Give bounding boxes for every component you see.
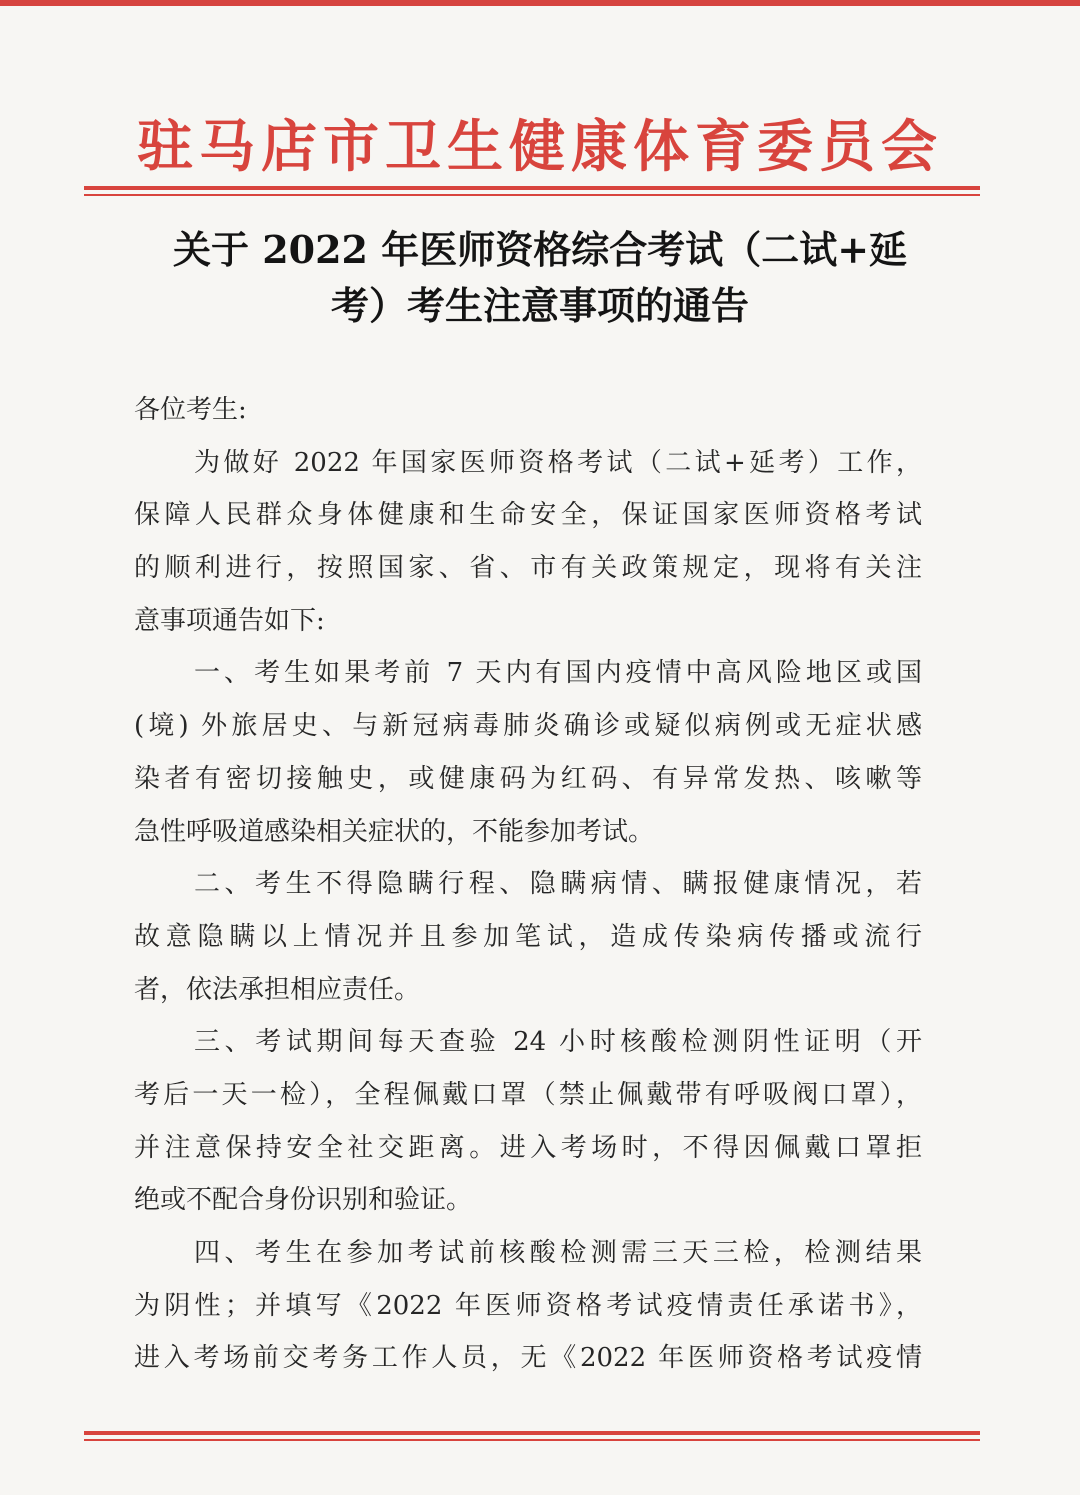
body-line: 保障人民群众身体健康和生命安全，保证国家医师资格考试 — [134, 500, 922, 531]
body-line: 四、考生在参加考试前核酸检测需三天三检，检测结果 — [194, 1238, 922, 1268]
body-line: 的顺利进行，按照国家、省、市有关政策规定，现将有关注 — [134, 553, 922, 584]
body-line: 染者有密切接触史，或健康码为红码、有异常发热、咳嗽等 — [134, 763, 922, 794]
body-line: 考后一天一检），全程佩戴口罩（禁止佩戴带有呼吸阀口罩）， — [134, 1079, 922, 1110]
letterhead-org-name: 驻马店市卫生健康体育委员会 — [137, 115, 943, 180]
body-line: 并注意保持安全社交距离。进入考场时，不得因佩戴口罩拒 — [134, 1132, 922, 1163]
footer-rule-thick — [84, 1431, 980, 1435]
body-line: 三、考试期间每天查验 24 小时核酸检测阴性证明（开 — [194, 1027, 922, 1058]
body-line: 急性呼吸道感染相关症状的，不能参加考试。 — [134, 816, 655, 847]
notice-title-line-1: 关于 2022 年医师资格综合考试（二试+延 — [172, 227, 908, 272]
letterhead-rule-thin — [84, 194, 980, 196]
body-line: 绝或不配合身份识别和验证。 — [134, 1185, 473, 1216]
notice-body — [134, 384, 922, 1385]
notice-title — [100, 222, 980, 334]
footer-rule-thin — [84, 1439, 980, 1441]
body-line: 为阴性；并填写《2022 年医师资格考试疫情责任承诺书》， — [134, 1290, 922, 1321]
body-line: 一、考生如果考前 7 天内有国内疫情中高风险地区或国 — [194, 658, 922, 689]
body-line: 为做好 2022 年国家医师资格考试（二试+延考）工作， — [194, 447, 922, 478]
body-line: 二、考生不得隐瞒行程、隐瞒病情、瞒报健康情况，若 — [194, 869, 922, 900]
body-line: 进入考场前交考务工作人员，无《2022 年医师资格考试疫情 — [134, 1343, 922, 1374]
body-line: 意事项通告如下: — [134, 605, 325, 636]
notice-title-line-2: 考）考生注意事项的通告 — [330, 283, 749, 328]
body-line: 者，依法承担相应责任。 — [134, 974, 421, 1005]
top-edge-stripe — [0, 0, 1080, 6]
body-line: (境) 外旅居史、与新冠病毒肺炎确诊或疑似病例或无症状感 — [134, 711, 922, 742]
body-line: 故意隐瞒以上情况并且参加笔试，造成传染病传播或流行 — [134, 921, 922, 952]
letterhead-rule-thick — [84, 186, 980, 190]
greeting: 各位考生: — [134, 395, 247, 425]
